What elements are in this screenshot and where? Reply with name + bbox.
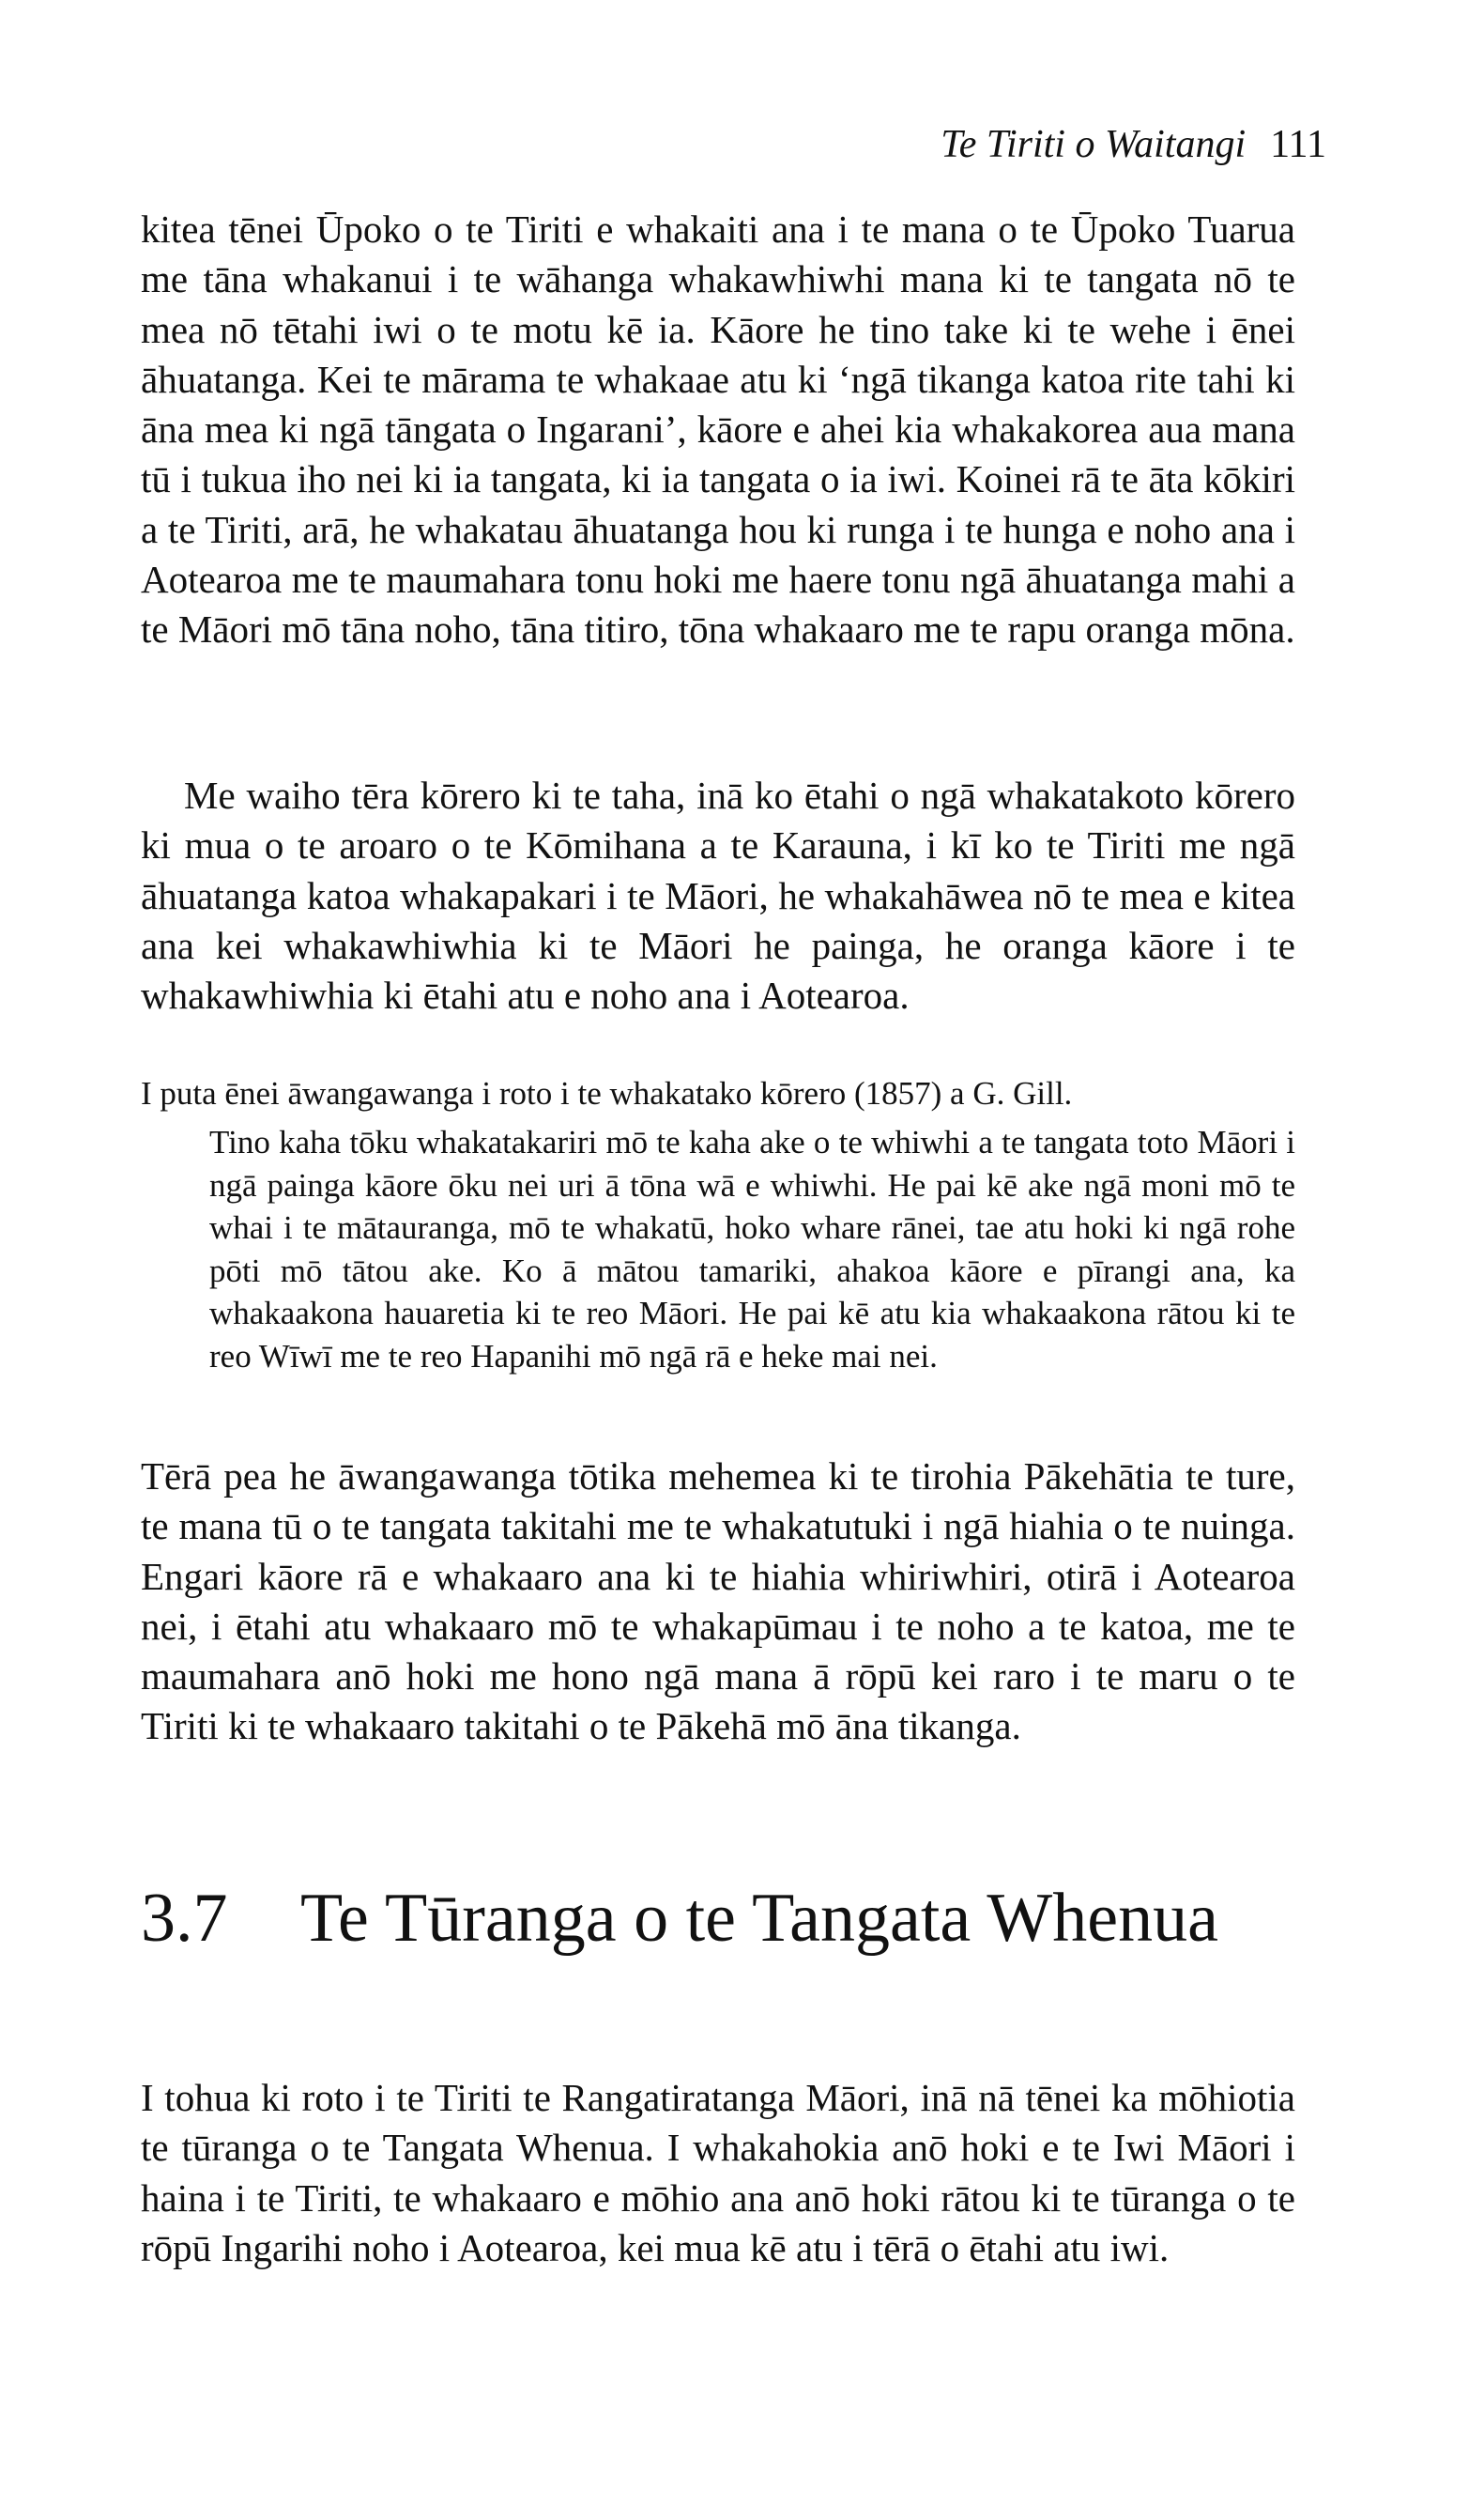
body-paragraph-3 (141, 1452, 1295, 1752)
section-heading (141, 1880, 1295, 1957)
quotation-source-line: I puta ēnei āwangawanga i roto i te whakatako kōrero (1857) a G. Gill. (141, 1075, 1073, 1112)
running-header (941, 125, 1326, 164)
body-paragraph-4 (141, 2073, 1295, 2273)
page-number: 111 (1270, 123, 1326, 166)
block-quotation: Tino kaha tōku whakatakariri mō te kaha ake o te whiwhi a te tangata toto Māori i ngā painga kāore ōku nei uri ā tōna wā e whiwhi. He pai kē ake ngā moni mō te whai i te mātauranga, mō te whakatū, hoko whare rānei, tae atu hoki ki ngā rohe pōti mō tātou ake. Ko ā mātou tamariki, ahakoa kāore e pīrangi ana, ka whakaakona hauaretia ki te reo Māori. He pai kē atu kia whakaakona rātou ki te reo Wīwī me te reo Hapanihi mō ngā rā e heke mai nei. (209, 1124, 1295, 1375)
body-paragraph-2 (141, 771, 1295, 1021)
section-title: Te Tūranga o te Tangata Whenua (300, 1880, 1218, 1957)
running-title: Te Tiriti o Waitangi (941, 123, 1247, 166)
section-number: 3.7 (141, 1880, 228, 1957)
paragraph-text: I tohua ki roto i te Tiriti te Rangatiratanga Māori, inā nā tēnei ka mōhiotia te tūranga o te Tangata Whenua. I whakahokia anō hoki e te Iwi Māori i haina i te Tiriti, te whakaaro e mōhio ana anō hoki rātou ki te tūranga o te rōpū Ingarihi noho i Aotearoa, kei mua kē atu i tērā o ētahi atu iwi. (141, 2076, 1295, 2269)
paragraph-text: Tērā pea he āwangawanga tōtika mehemea ki te tirohia Pākehātia te ture, te mana tū o te tangata takitahi me te whakatutuki i ngā hiahia o te nuinga. Engari kāore rā e whakaaro ana ki te hiahia whiriwhiri, otirā i Aotearoa nei, i ētahi atu whakaaro mō te whakapūmau i te noho a te katoa, me te maumahara anō hoki me hono ngā mana ā rōpū kei raro i te maru o te Tiriti ki te whakaaro takitahi o te Pākehā mō āna tikanga. (141, 1454, 1295, 1748)
paragraph-text: kitea tēnei Ūpoko o te Tiriti e whakaiti ana i te mana o te Ūpoko Tuarua me tāna whakanui i te wāhanga whakawhiwhi mana ki te tangata nō te mea nō tētahi iwi o te motu kē ia. Kāore he tino take ki te wehe i ēnei āhuatanga. Kei te mārama te whakaae atu ki ‘ngā tikanga katoa rite tahi ki āna mea ki ngā tāngata o Ingarani’, kāore e ahei kia whakakorea aua mana tū i tukua iho nei ki ia tangata, ki ia tangata o ia iwi. Koinei rā te āta kōkiri a te Tiriti, arā, he whakatau āhuatanga hou ki runga i te hunga e noho ana i Aotearoa me te maumahara tonu hoki me haere tonu ngā āhuatanga mahi a te Māori mō tāna noho, tāna titiro, tōna whakaaro me te rapu oranga mōna. (141, 207, 1295, 652)
paragraph-text: Me waiho tēra kōrero ki te taha, inā ko ētahi o ngā whakatakoto kōrero ki mua o te aroaro o te Kōmihana a te Karauna, i kī ko te Tiriti me ngā āhuatanga katoa whakapakari i te Māori, he whakahāwea nō te mea e kitea ana kei whakawhiwhia ki te Māori he painga, he oranga kāore i te whakawhiwhia ki ētahi atu e noho ana i Aotearoa. (141, 774, 1295, 1018)
body-paragraph-1 (141, 205, 1295, 655)
